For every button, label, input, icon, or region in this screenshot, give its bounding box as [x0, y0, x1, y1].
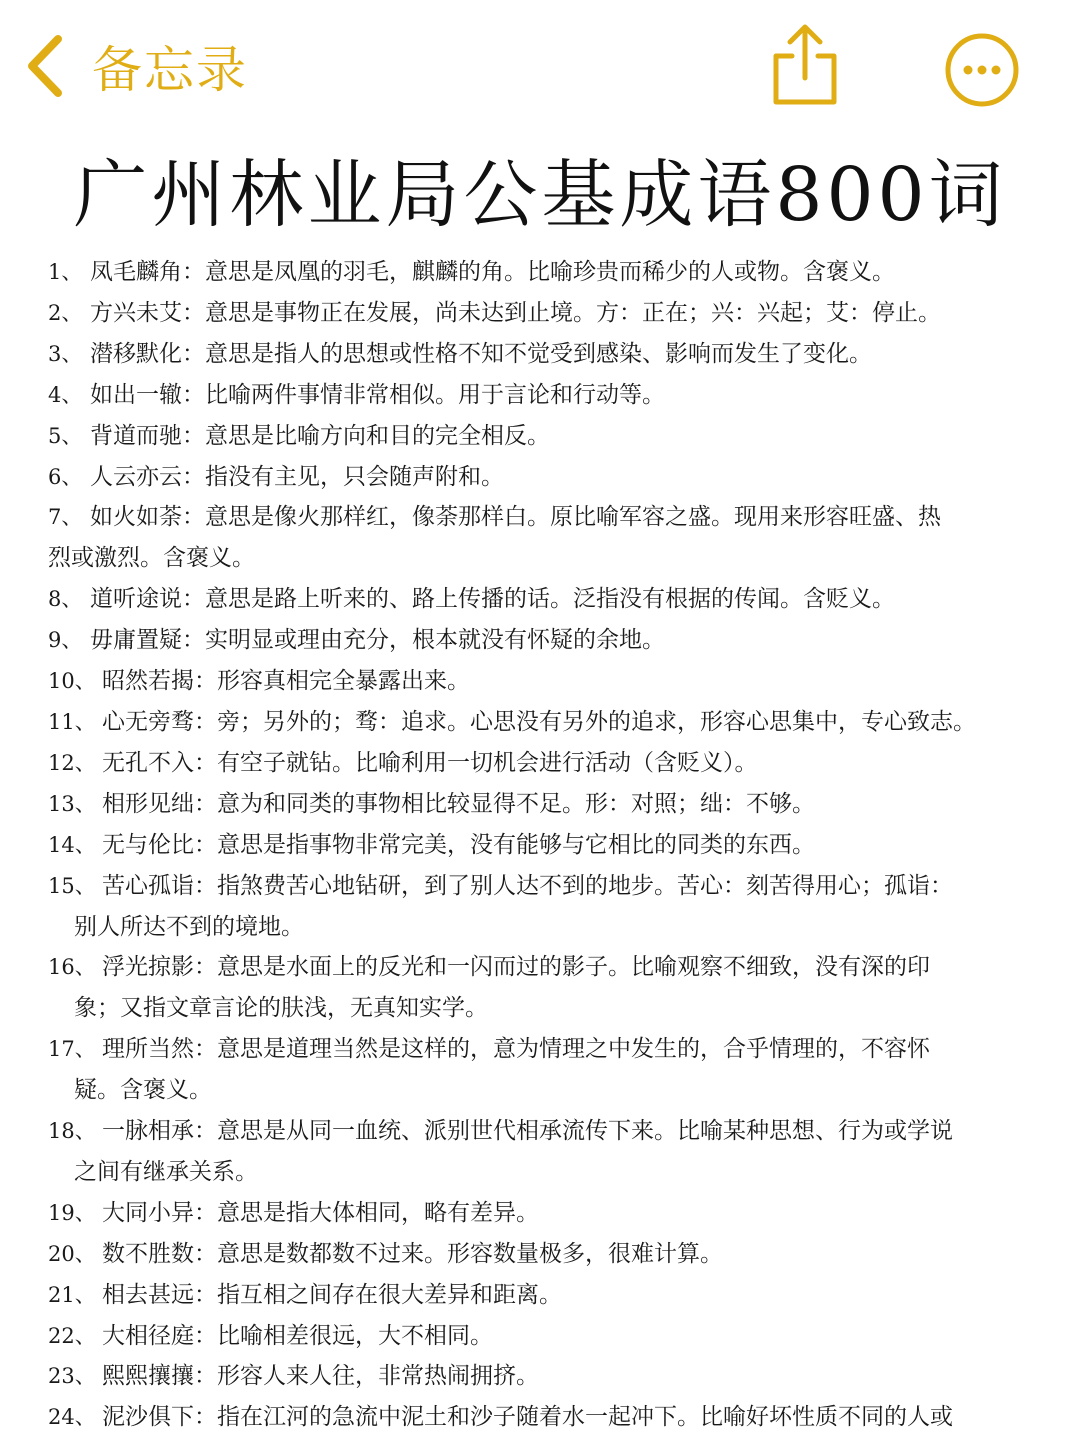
entry-idiom: 毋庸置疑	[90, 627, 182, 654]
entry-definition: 比喻相差很远，大不相同。	[217, 1322, 493, 1349]
entry-number: 18、	[48, 1119, 96, 1144]
entry-definition: 意思是像火那样红，像荼那样白。原比喻军容之盛。现用来形容旺盛、热	[205, 504, 941, 531]
entry-idiom: 方兴未艾	[90, 299, 182, 326]
idiom-entry	[48, 1029, 1008, 1111]
entry-line	[48, 661, 1008, 702]
entry-number: 22、	[48, 1323, 96, 1348]
entry-idiom: 如出一辙	[90, 381, 182, 408]
idiom-entry	[48, 497, 1008, 579]
entry-colon: ：	[182, 381, 205, 408]
entry-line	[48, 497, 1008, 538]
back-button[interactable]	[22, 26, 248, 106]
entry-idiom: 心无旁骛	[102, 708, 194, 735]
idiom-entry	[48, 866, 1008, 948]
entry-colon: ：	[182, 586, 205, 613]
entry-line	[48, 743, 1008, 784]
entry-definition: 形容人来人往，非常热闹拥挤。	[217, 1363, 539, 1390]
entry-colon: ：	[194, 872, 217, 899]
entry-line	[48, 1275, 1008, 1316]
entry-line	[48, 1029, 1008, 1070]
entry-line	[48, 579, 1008, 620]
entry-colon: ：	[194, 1363, 217, 1390]
entry-line	[48, 620, 1008, 661]
entry-colon: ：	[194, 749, 217, 776]
entry-definition: 意思是指大体相同，略有差异。	[217, 1199, 539, 1226]
entry-number: 24、	[48, 1405, 96, 1430]
entry-colon: ：	[182, 627, 205, 654]
entry-colon: ：	[194, 954, 217, 981]
idiom-entry	[48, 416, 1008, 457]
idiom-entry	[48, 1397, 1008, 1438]
entry-idiom: 无孔不入	[102, 749, 194, 776]
entry-continuation: 别人所达不到的境地。	[74, 913, 304, 940]
entry-number: 15、	[48, 873, 96, 898]
entry-number: 1、	[48, 260, 83, 284]
entry-line	[48, 866, 1008, 907]
entry-number: 14、	[48, 832, 96, 857]
entry-colon: ：	[194, 1322, 217, 1349]
entry-definition: 意思是指事物非常完美，没有能够与它相比的同类的东西。	[217, 831, 815, 858]
entry-line	[48, 702, 1008, 743]
entry-idiom: 人云亦云	[90, 463, 182, 490]
entry-definition: 意思是指人的思想或性格不知不觉受到感染、影响而发生了变化。	[205, 340, 872, 367]
chevron-left-icon	[22, 33, 66, 99]
idiom-entry	[48, 1234, 1008, 1275]
entry-continuation: 象；又指文章言论的肤浅，无真知实学。	[74, 995, 488, 1022]
entry-definition: 意为和同类的事物相比较显得不足。形：对照；绌：不够。	[217, 790, 815, 817]
entry-number: 12、	[48, 750, 96, 775]
idiom-entry	[48, 784, 1008, 825]
entry-line	[48, 375, 1008, 416]
entry-line	[48, 252, 1008, 293]
entry-definition: 意思是水面上的反光和一闪而过的影子。比喻观察不细致，没有深的印	[217, 954, 930, 981]
entry-idiom: 如火如荼	[90, 504, 182, 531]
entry-definition: 意思是凤凰的羽毛，麒麟的角。比喻珍贵而稀少的人或物。含褒义。	[205, 259, 895, 285]
entry-line	[48, 1193, 1008, 1234]
entry-number: 19、	[48, 1200, 96, 1225]
entry-idiom: 浮光掠影	[102, 954, 194, 981]
entry-idiom: 背道而驰	[90, 422, 182, 449]
entry-definition: 意思是比喻方向和目的完全相反。	[205, 422, 550, 449]
entry-definition: 意思是从同一血统、派别世代相承流传下来。比喻某种思想、行为或学说	[217, 1118, 953, 1145]
entry-idiom: 数不胜数	[102, 1240, 194, 1267]
entry-idiom: 理所当然	[102, 1036, 194, 1063]
entry-line	[48, 784, 1008, 825]
idiom-entry	[48, 620, 1008, 661]
entry-number: 23、	[48, 1364, 96, 1389]
entry-number: 4、	[48, 382, 83, 407]
entry-colon: ：	[182, 463, 205, 490]
entry-idiom: 熙熙攘攘	[102, 1363, 194, 1390]
entry-definition: 形容真相完全暴露出来。	[217, 668, 470, 695]
entry-number: 20、	[48, 1241, 96, 1266]
entry-line	[48, 416, 1008, 457]
entry-idiom: 潜移默化	[90, 340, 182, 367]
entry-definition: 有空子就钻。比喻利用一切机会进行活动（含贬义）。	[217, 749, 758, 776]
entry-continuation: 疑。含褒义。	[74, 1077, 212, 1104]
entry-colon: ：	[194, 708, 217, 735]
entry-number: 8、	[48, 587, 83, 612]
entry-idiom: 凤毛麟角	[90, 259, 182, 285]
note-title: 广州林业局公基成语800词	[73, 152, 1007, 238]
entry-line	[48, 1316, 1008, 1357]
entry-colon: ：	[182, 340, 205, 367]
entry-idiom: 苦心孤诣	[102, 872, 194, 899]
entry-number: 2、	[48, 300, 83, 325]
idiom-entry	[48, 375, 1008, 416]
idiom-entry	[48, 947, 1008, 1029]
idiom-entry	[48, 661, 1008, 702]
entry-idiom: 道听途说	[90, 586, 182, 613]
entry-idiom: 一脉相承	[102, 1118, 194, 1145]
entry-definition: 意思是道理当然是这样的，意为情理之中发生的，合乎情理的，不容怀	[217, 1036, 930, 1063]
entry-definition: 指互相之间存在很大差异和距离。	[217, 1281, 562, 1308]
entry-line	[48, 1397, 1008, 1438]
entry-idiom: 无与伦比	[102, 831, 194, 858]
entry-colon: ：	[194, 1240, 217, 1267]
idiom-entry	[48, 293, 1008, 334]
more-icon[interactable]	[944, 32, 1020, 108]
entry-colon: ：	[182, 259, 205, 285]
entry-colon: ：	[194, 1118, 217, 1145]
entry-idiom: 昭然若揭	[102, 668, 194, 695]
entry-colon: ：	[182, 504, 205, 531]
entry-idiom: 大同小异	[102, 1199, 194, 1226]
share-icon[interactable]	[770, 22, 840, 108]
entry-number: 13、	[48, 791, 96, 816]
entry-number: 16、	[48, 955, 96, 980]
entry-number: 9、	[48, 628, 83, 653]
entry-colon: ：	[194, 1281, 217, 1308]
entry-number: 21、	[48, 1282, 96, 1307]
idiom-entry	[48, 702, 1008, 743]
entry-number: 5、	[48, 423, 83, 448]
entry-definition: 比喻两件事情非常相似。用于言论和行动等。	[205, 381, 665, 408]
idiom-entry	[48, 457, 1008, 498]
idiom-entry	[48, 1356, 1008, 1397]
idiom-list	[48, 252, 1008, 1438]
entry-line	[48, 825, 1008, 866]
entry-number: 6、	[48, 464, 83, 489]
entry-continuation: 之间有继承关系。	[74, 1158, 258, 1185]
entry-line	[48, 457, 1008, 498]
entry-definition: 指煞费苦心地钻研，到了别人达不到的地步。苦心：刻苦得用心；孤诣：	[217, 872, 953, 899]
entry-colon: ：	[194, 790, 217, 817]
entry-continuation: 烈或激烈。含褒义。	[48, 545, 255, 572]
entry-number: 17、	[48, 1037, 96, 1062]
entry-line	[48, 1356, 1008, 1397]
back-label: 备忘录	[92, 41, 248, 99]
entry-colon: ：	[194, 1199, 217, 1226]
entry-definition: 旁；另外的；骛：追求。心思没有另外的追求，形容心思集中，专心致志。	[217, 708, 976, 735]
entry-idiom: 大相径庭	[102, 1322, 194, 1349]
entry-colon: ：	[194, 668, 217, 695]
entry-number: 10、	[48, 669, 96, 694]
entry-number: 11、	[48, 709, 96, 734]
entry-idiom: 相形见绌	[102, 790, 194, 817]
navigation-bar	[0, 0, 1080, 135]
entry-colon: ：	[182, 299, 205, 326]
entry-number: 3、	[48, 341, 83, 366]
entry-colon: ：	[194, 1404, 217, 1431]
idiom-entry	[48, 825, 1008, 866]
idiom-entry	[48, 1275, 1008, 1316]
idiom-entry	[48, 743, 1008, 784]
entry-definition: 实明显或理由充分，根本就没有怀疑的余地。	[205, 627, 665, 654]
entry-definition: 指没有主见，只会随声附和。	[205, 463, 504, 490]
entry-idiom: 泥沙俱下	[102, 1404, 194, 1431]
idiom-entry	[48, 1316, 1008, 1357]
idiom-entry	[48, 1193, 1008, 1234]
entry-line	[48, 1111, 1008, 1152]
entry-colon: ：	[182, 422, 205, 449]
entry-idiom: 相去甚远	[102, 1281, 194, 1308]
entry-line	[48, 334, 1008, 375]
entry-definition: 指在江河的急流中泥土和沙子随着水一起冲下。比喻好坏性质不同的人或	[217, 1404, 953, 1431]
entry-line	[48, 947, 1008, 988]
idiom-entry	[48, 1111, 1008, 1193]
entry-definition: 意思是事物正在发展，尚未达到止境。方：正在；兴：兴起；艾：停止。	[205, 299, 941, 326]
idiom-entry	[48, 252, 1008, 293]
entry-line	[48, 293, 1008, 334]
idiom-entry	[48, 334, 1008, 375]
entry-definition: 意思是路上听来的、路上传播的话。泛指没有根据的传闻。含贬义。	[205, 586, 895, 613]
entry-definition: 意思是数都数不过来。形容数量极多，很难计算。	[217, 1240, 723, 1267]
entry-colon: ：	[194, 1036, 217, 1063]
entry-colon: ：	[194, 831, 217, 858]
entry-number: 7、	[48, 505, 83, 530]
idiom-entry	[48, 579, 1008, 620]
entry-line	[48, 1234, 1008, 1275]
